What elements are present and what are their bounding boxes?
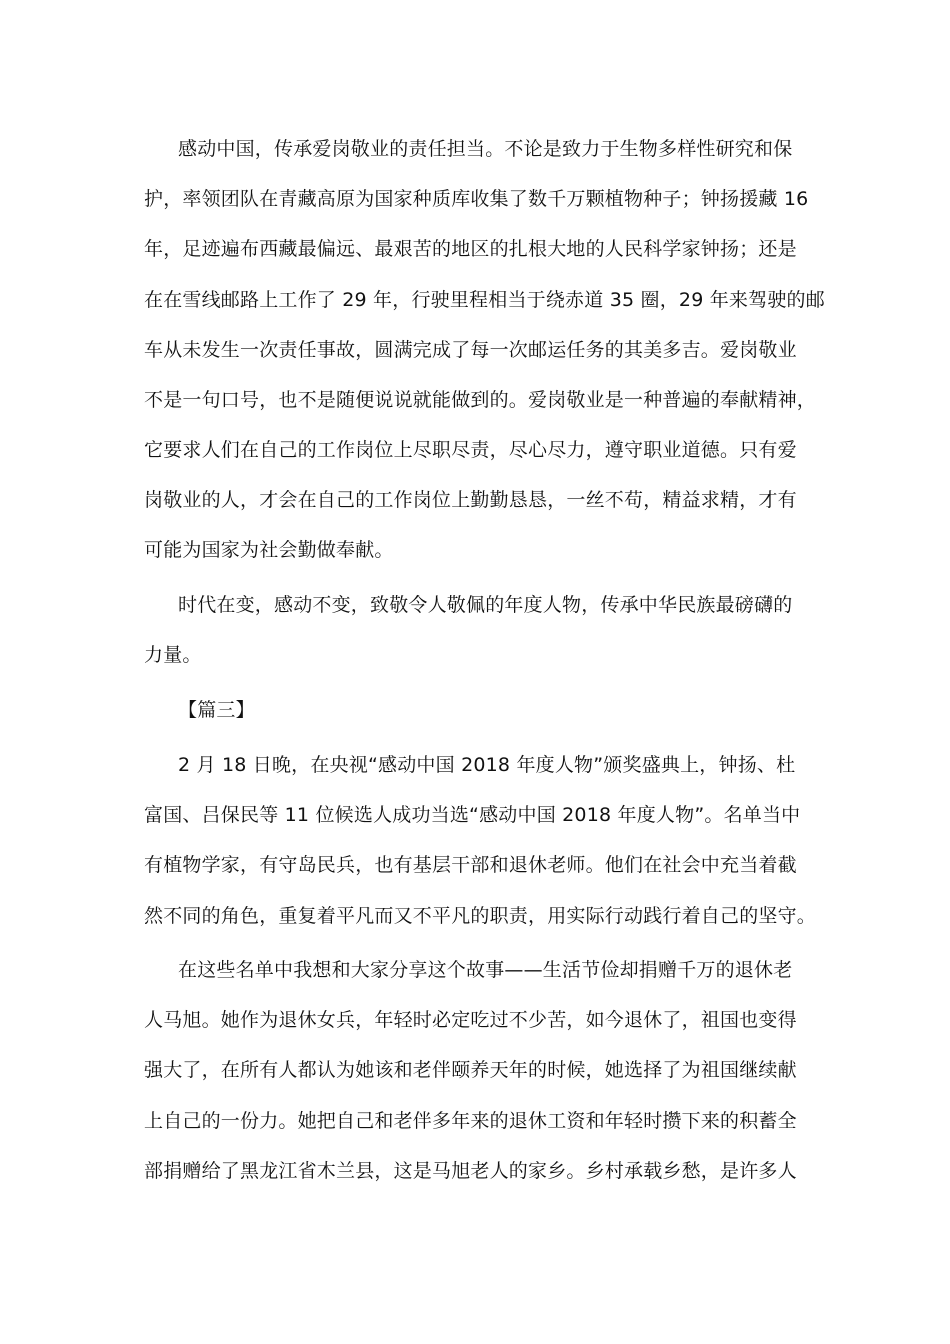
text-line: 人马旭。她作为退休女兵，年轻时必定吃过不少苦，如今退休了，祖国也变得 [144, 1009, 797, 1031]
text-line: 部捐赠给了黑龙江省木兰县，这是马旭老人的家乡。乡村承载乡愁，是许多人 [144, 1160, 797, 1182]
text-line: 有植物学家，有守岛民兵，也有基层干部和退休老师。他们在社会中充当着截 [144, 854, 797, 876]
text-line: 不是一句口号，也不是随便说说就能做到的。爱岗敬业是一种普遍的奉献精神， [144, 389, 817, 411]
text-line: 强大了，在所有人都认为她该和老伴颐养天年的时候，她选择了为祖国继续献 [144, 1059, 797, 1081]
text-line: 力量。 [144, 644, 202, 666]
text-line: 护，率领团队在青藏高原为国家种质库收集了数千万颗植物种子；钟扬援藏 16 [144, 188, 809, 210]
text-line: 岗敬业的人，才会在自己的工作岗位上勤勤恳恳，一丝不苟，精益求精，才有 [144, 489, 797, 511]
text-line: 时代在变，感动不变，致敬令人敬佩的年度人物，传承中华民族最磅礴的 [178, 594, 793, 616]
text-line: 可能为国家为社会勤做奉献。 [144, 539, 394, 561]
text-line: 它要求人们在自己的工作岗位上尽职尽责，尽心尽力，遵守职业道德。只有爱 [144, 439, 797, 461]
text-line: 2 月 18 日晚，在央视“感动中国 2018 年度人物”颁奖盛典上，钟扬、杜 [178, 754, 796, 776]
text-line: 在在雪线邮路上工作了 29 年，行驶里程相当于绕赤道 35 圈，29 年来驾驶的邮 [144, 289, 825, 311]
text-line: 感动中国，传承爱岗敬业的责任担当。不论是致力于生物多样性研究和保 [178, 138, 793, 160]
section-title: 【篇三】 [178, 699, 255, 721]
text-line: 车从未发生一次责任事故，圆满完成了每一次邮运任务的其美多吉。爱岗敬业 [144, 339, 797, 361]
text-line: 富国、吕保民等 11 位候选人成功当选“感动中国 2018 年度人物”。名单当中 [144, 804, 801, 826]
text-line: 年，足迹遍布西藏最偏远、最艰苦的地区的扎根大地的人民科学家钟扬；还是 [144, 238, 797, 260]
text-line: 然不同的角色，重复着平凡而又不平凡的职责，用实际行动践行着自己的坚守。 [144, 905, 817, 927]
text-line: 在这些名单中我想和大家分享这个故事——生活节俭却捐赠千万的退休老 [178, 959, 793, 981]
text-line: 上自己的一份力。她把自己和老伴多年来的退休工资和年轻时攒下来的积蓄全 [144, 1110, 797, 1132]
